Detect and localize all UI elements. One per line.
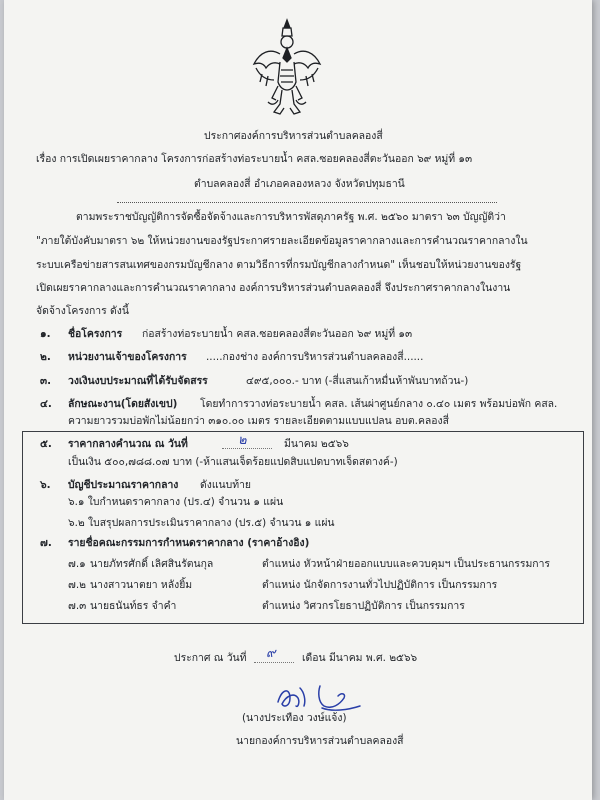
item-7-number: ๗. xyxy=(40,537,52,549)
announce-prefix: ประกาศ ณ วันที่ xyxy=(174,652,247,664)
org-title: ประกาศองค์การบริหารส่วนตำบลคลองสี่ xyxy=(204,130,383,142)
intro-line-5: จัดจ้างโครงการ ดังนี้ xyxy=(36,305,129,317)
item-4-text: โดยทำการวางท่อระบายน้ำ คสล. เส้นผ่าศูนย์กลาง ๐.๔๐ เมตร พร้อมบ่อพัก คสล. xyxy=(200,398,558,410)
item-1-number: ๑. xyxy=(40,328,51,340)
committee-1-name: นายภัทรศักดิ์ เลิศสินรัตนกุล xyxy=(90,558,214,570)
committee-2-role: ตำแหน่ง นักจัดการงานทั่วไปปฏิบัติการ เป็นกรรมการ xyxy=(262,579,498,591)
garuda-emblem-icon xyxy=(250,18,324,118)
committee-2-number: ๗.๒ xyxy=(68,579,86,591)
announce-blank-line xyxy=(254,662,294,663)
item-5-number: ๕. xyxy=(40,438,52,450)
item-5-text-2: เป็นเงิน ๕๐๐,๗๘๘.๐๗ บาท (-ห้าแสนเจ็ดร้อยแปดสิบแปดบาทเจ็ดสตางค์-) xyxy=(68,456,398,468)
intro-line-3: ระบบเครือข่ายสารสนเทศของกรมบัญชีกลาง ตามวิธีการที่กรมบัญชีกลางกำหนด" เห็นชอบให้หน่วยงานของรัฐ xyxy=(36,259,522,271)
item-3-label: วงเงินงบประมาณที่ได้รับจัดสรร xyxy=(68,375,208,387)
committee-2-name: นางสาวนาตยา หลังยิ้ม xyxy=(90,579,193,591)
committee-3-role: ตำแหน่ง วิศวกรโยธาปฏิบัติการ เป็นกรรมการ xyxy=(262,600,465,612)
committee-3-number: ๗.๓ xyxy=(68,600,87,612)
item-6-text: ดังแนบท้าย xyxy=(200,479,251,491)
signatory-position: นายกองค์การบริหารส่วนตำบลคลองสี่ xyxy=(236,735,404,747)
item-5-label: ราคากลางคำนวณ ณ วันที่ xyxy=(68,438,188,450)
item-5-day-handwritten: ๒ xyxy=(238,433,247,448)
item-6-number: ๖. xyxy=(40,479,51,491)
intro-line-2: "ภายใต้บังคับมาตรา ๖๒ ให้หน่วยงานของรัฐประกาศรายละเอียดข้อมูลราคากลางและการคำนวณราคากลางใน xyxy=(36,235,528,247)
item-6-1: ๖.๑ ใบกำหนดราคากลาง (ปร.๔) จำนวน ๑ แผ่น xyxy=(68,496,284,508)
item-3-number: ๓. xyxy=(40,375,52,387)
committee-3-name: นายธนันท์ธร จำคำ xyxy=(90,600,177,612)
item-2-text: .....กองช่าง องค์การบริหารส่วนตำบลคลองสี่...... xyxy=(206,351,424,363)
item-4-label: ลักษณะงาน(โดยสังเขป) xyxy=(68,398,178,410)
item-3-text: ๔๙๕,๐๐๐.- บาท (-สี่แสนเก้าหมื่นห้าพันบาทถ้วน-) xyxy=(246,375,469,387)
item-1-text: ก่อสร้างท่อระบายน้ำ คสล.ซอยคลองสี่ตะวันออก ๖๙ หมู่ที่ ๑๓ xyxy=(142,328,413,340)
committee-1-role: ตำแหน่ง หัวหน้าฝ่ายออกแบบและควบคุมฯ เป็นประธานกรรมการ xyxy=(262,558,551,570)
date-blank-line xyxy=(222,448,272,449)
document-page xyxy=(4,0,592,800)
item-6-2: ๖.๒ ใบสรุปผลการประเมินราคากลาง (ปร.๕) จำนวน ๑ แผ่น xyxy=(68,517,335,529)
item-7-label: รายชื่อคณะกรรมการกำหนดราคากลาง (ราคาอ้างอิง) xyxy=(68,537,310,549)
committee-1-number: ๗.๑ xyxy=(68,558,86,570)
item-6-label: บัญชีประมาณราคากลาง xyxy=(68,479,179,491)
item-1-label: ชื่อโครงการ xyxy=(68,328,123,340)
announce-day-handwritten: ๙ xyxy=(266,646,276,661)
item-2-number: ๒. xyxy=(40,351,51,363)
item-4-text-2: ความยาวรวมบ่อพักไม่น้อยกว่า ๓๑๐.๐๐ เมตร รายละเอียดตามแบบแปลน อบต.คลองสี่ xyxy=(68,415,449,427)
item-4-number: ๔. xyxy=(40,398,52,410)
address-line: ตำบลคลองสี่ อำเภอคลองหลวง จังหวัดปทุมธานี xyxy=(194,178,405,190)
announce-month: เดือน มีนาคม พ.ศ. ๒๕๖๖ xyxy=(302,652,418,664)
subject-line: เรื่อง การเปิดเผยราคากลาง โครงการก่อสร้างท่อระบายน้ำ คสล.ซอยคลองสี่ตะวันออก ๖๙ หมู่ที่ ๑๓ xyxy=(36,153,473,165)
intro-line-1: ตามพระราชบัญญัติการจัดซื้อจัดจ้างและการบริหารพัสดุภาครัฐ พ.ศ. ๒๕๖๐ มาตรา ๖๓ บัญญัติว่า xyxy=(76,211,506,223)
item-2-label: หน่วยงานเจ้าของโครงการ xyxy=(68,351,187,363)
intro-line-4: เปิดเผยราคากลางและการคำนวณราคากลาง องค์การบริหารส่วนตำบลคลองสี่ จึงประกาศราคากลางในงาน xyxy=(36,282,511,294)
separator-line xyxy=(117,202,497,203)
item-5-month: มีนาคม ๒๕๖๖ xyxy=(284,438,349,450)
signatory-name: (นางประเทือง วงษ์แจ้ง) xyxy=(242,712,347,724)
